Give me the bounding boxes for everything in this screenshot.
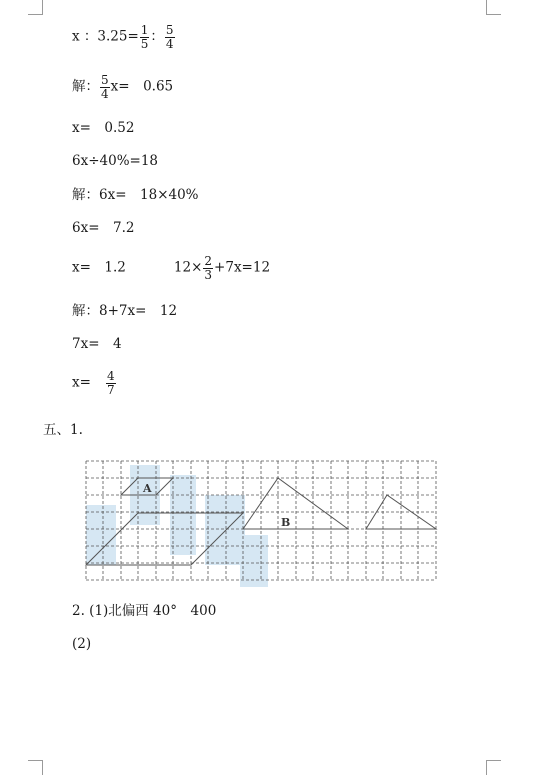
watermark-block-5 xyxy=(240,535,268,587)
section-heading: 五、1. xyxy=(43,422,83,438)
eq1-ratio: ： xyxy=(150,28,164,45)
fraction-5-4: $\frac{5}{4}$ xyxy=(165,23,174,51)
eq7-answer: x= 1.2 xyxy=(72,259,126,276)
triangle-b xyxy=(243,478,348,529)
label-b: B xyxy=(281,516,291,529)
fraction-1-5: $\frac{1}{5}$ xyxy=(140,23,149,51)
fraction-2-3: $\frac{2}{3}$ xyxy=(204,254,213,282)
eq2-prefix: 解： xyxy=(72,78,99,95)
eq7-left: 12× xyxy=(173,259,203,276)
fraction-5-4-b: $\frac{5}{4}$ xyxy=(101,73,109,101)
grid-figure xyxy=(0,455,538,595)
equation-line-6: 6x= 7.2 xyxy=(72,220,135,236)
corner-mark-bottom-left xyxy=(28,760,43,775)
equation-line-3: x= 0.52 xyxy=(72,120,135,136)
equation-line-4: 6x÷40%=18 xyxy=(72,153,159,169)
equation-line-7 xyxy=(72,255,270,281)
eq7-right: +7x=12 xyxy=(214,259,271,276)
eq10-prefix: x= xyxy=(72,374,91,391)
equation-line-8: 解：8+7x= 12 xyxy=(72,303,178,319)
label-a: A xyxy=(143,482,152,495)
corner-mark-top-left xyxy=(28,0,43,15)
corner-mark-top-right xyxy=(486,0,501,15)
watermark xyxy=(86,465,268,587)
equation-line-10 xyxy=(72,370,117,396)
watermark-block-4 xyxy=(205,495,245,565)
equation-line-2 xyxy=(72,74,173,100)
equation-line-5: 解：6x= 18×40% xyxy=(72,187,199,203)
eq1-left: x ：3.25= xyxy=(72,28,139,45)
corner-mark-bottom-right xyxy=(486,760,501,775)
answer-2b: (2) xyxy=(72,636,92,652)
equation-line-9: 7x= 4 xyxy=(72,336,122,352)
watermark-block-1 xyxy=(86,505,116,565)
eq2-rest: x= 0.65 xyxy=(110,78,174,95)
watermark-block-3 xyxy=(170,475,196,555)
equation-line-1 xyxy=(72,24,176,50)
fraction-4-7: $\frac{4}{7}$ xyxy=(106,369,115,397)
answer-2: 2. (1)北偏西 40° 400 xyxy=(72,603,217,619)
